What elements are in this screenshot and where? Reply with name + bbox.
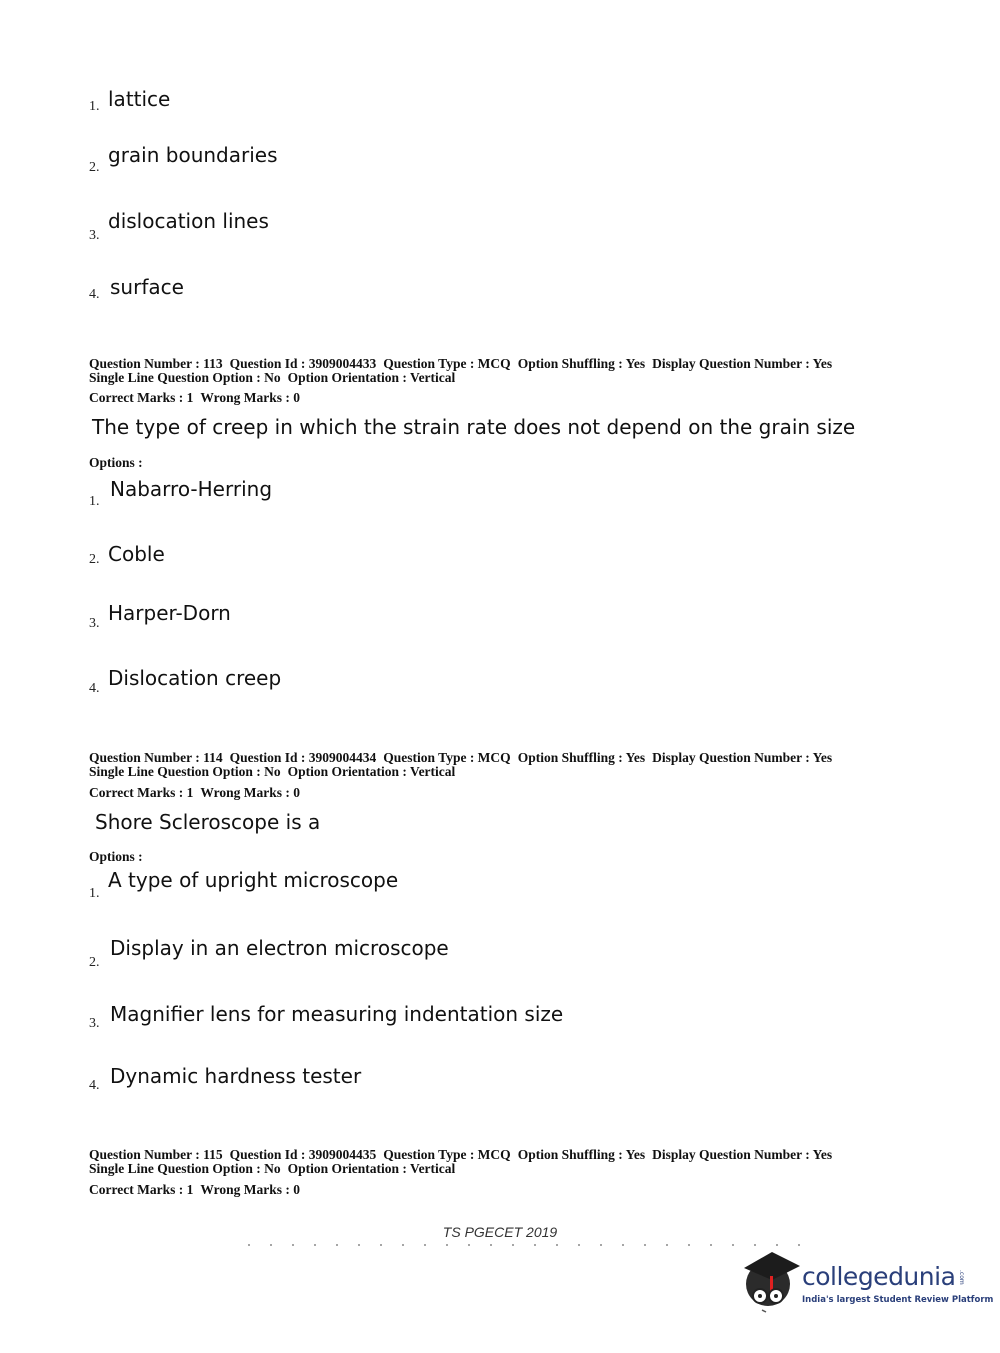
option-shuffling: Option Shuffling : Yes bbox=[517, 356, 646, 371]
option-number: 2. bbox=[89, 552, 100, 567]
graduate-mascot-icon bbox=[740, 1246, 802, 1314]
question-marks bbox=[89, 391, 307, 405]
option-number: 2. bbox=[89, 160, 100, 175]
option-text: grain boundaries bbox=[108, 143, 278, 167]
option-orientation: Option Orientation : Vertical bbox=[287, 764, 456, 779]
question-meta-line-2 bbox=[89, 765, 462, 779]
question-marks bbox=[89, 786, 307, 800]
wrong-marks: Wrong Marks : 0 bbox=[200, 1182, 300, 1197]
correct-marks: Correct Marks : 1 bbox=[89, 1182, 194, 1197]
question-number: Question Number : 113 bbox=[89, 356, 223, 371]
question-marks bbox=[89, 1183, 307, 1197]
question-meta-line-2 bbox=[89, 1162, 462, 1176]
display-question-number: Display Question Number : Yes bbox=[652, 750, 833, 765]
option-text: Magnifier lens for measuring indentation size bbox=[110, 1002, 564, 1026]
question-text: The type of creep in which the strain rate does not depend on the grain size bbox=[92, 415, 856, 439]
option-orientation: Option Orientation : Vertical bbox=[287, 1161, 456, 1176]
logo-suffix: .com bbox=[958, 1270, 965, 1285]
options-label: Options : bbox=[89, 455, 143, 470]
option-text: dislocation lines bbox=[108, 209, 269, 233]
option-number: 4. bbox=[89, 681, 100, 696]
correct-marks: Correct Marks : 1 bbox=[89, 785, 194, 800]
question-meta-line-2 bbox=[89, 371, 462, 385]
option-shuffling: Option Shuffling : Yes bbox=[517, 750, 646, 765]
logo-tagline: India's largest Student Review Platform bbox=[802, 1295, 994, 1305]
option-text: Dislocation creep bbox=[108, 666, 282, 690]
option-number: 1. bbox=[89, 494, 100, 509]
option-number: 1. bbox=[89, 99, 100, 114]
option-number: 3. bbox=[89, 228, 100, 243]
option-text: lattice bbox=[108, 87, 171, 111]
option-text: Harper-Dorn bbox=[108, 601, 231, 625]
question-type: Question Type : MCQ bbox=[383, 356, 511, 371]
option-orientation: Option Orientation : Vertical bbox=[287, 370, 456, 385]
question-meta-line-1 bbox=[89, 1148, 839, 1162]
question-meta-line-1 bbox=[89, 751, 839, 765]
option-number: 3. bbox=[89, 1016, 100, 1031]
option-text: Coble bbox=[108, 542, 165, 566]
option-shuffling: Option Shuffling : Yes bbox=[517, 1147, 646, 1162]
logo-wordmark: collegedunia bbox=[802, 1262, 956, 1291]
question-number: Question Number : 114 bbox=[89, 750, 223, 765]
question-meta-line-1 bbox=[89, 357, 839, 371]
option-text: Nabarro-Herring bbox=[110, 477, 273, 501]
question-number: Question Number : 115 bbox=[89, 1147, 223, 1162]
option-text: Dynamic hardness tester bbox=[110, 1064, 362, 1088]
single-line-option: Single Line Question Option : No bbox=[89, 1161, 281, 1176]
option-text: surface bbox=[110, 275, 184, 299]
option-number: 4. bbox=[89, 1078, 100, 1093]
question-id: Question Id : 3909004433 bbox=[229, 356, 377, 371]
question-text: Shore Scleroscope is a bbox=[95, 810, 321, 834]
question-type: Question Type : MCQ bbox=[383, 1147, 511, 1162]
option-number: 2. bbox=[89, 955, 100, 970]
wrong-marks: Wrong Marks : 0 bbox=[200, 785, 300, 800]
display-question-number: Display Question Number : Yes bbox=[652, 356, 833, 371]
option-number: 3. bbox=[89, 616, 100, 631]
option-number: 1. bbox=[89, 886, 100, 901]
footer-divider bbox=[238, 1244, 818, 1246]
wrong-marks: Wrong Marks : 0 bbox=[200, 390, 300, 405]
option-text: A type of upright microscope bbox=[108, 868, 399, 892]
options-label: Options : bbox=[89, 849, 143, 864]
footer-exam-title: TS PGECET 2019 bbox=[442, 1224, 558, 1240]
correct-marks: Correct Marks : 1 bbox=[89, 390, 194, 405]
single-line-option: Single Line Question Option : No bbox=[89, 764, 281, 779]
question-type: Question Type : MCQ bbox=[383, 750, 511, 765]
option-text: Display in an electron microscope bbox=[110, 936, 449, 960]
question-id: Question Id : 3909004435 bbox=[229, 1147, 377, 1162]
single-line-option: Single Line Question Option : No bbox=[89, 370, 281, 385]
display-question-number: Display Question Number : Yes bbox=[652, 1147, 833, 1162]
question-id: Question Id : 3909004434 bbox=[229, 750, 377, 765]
option-number: 4. bbox=[89, 287, 100, 302]
